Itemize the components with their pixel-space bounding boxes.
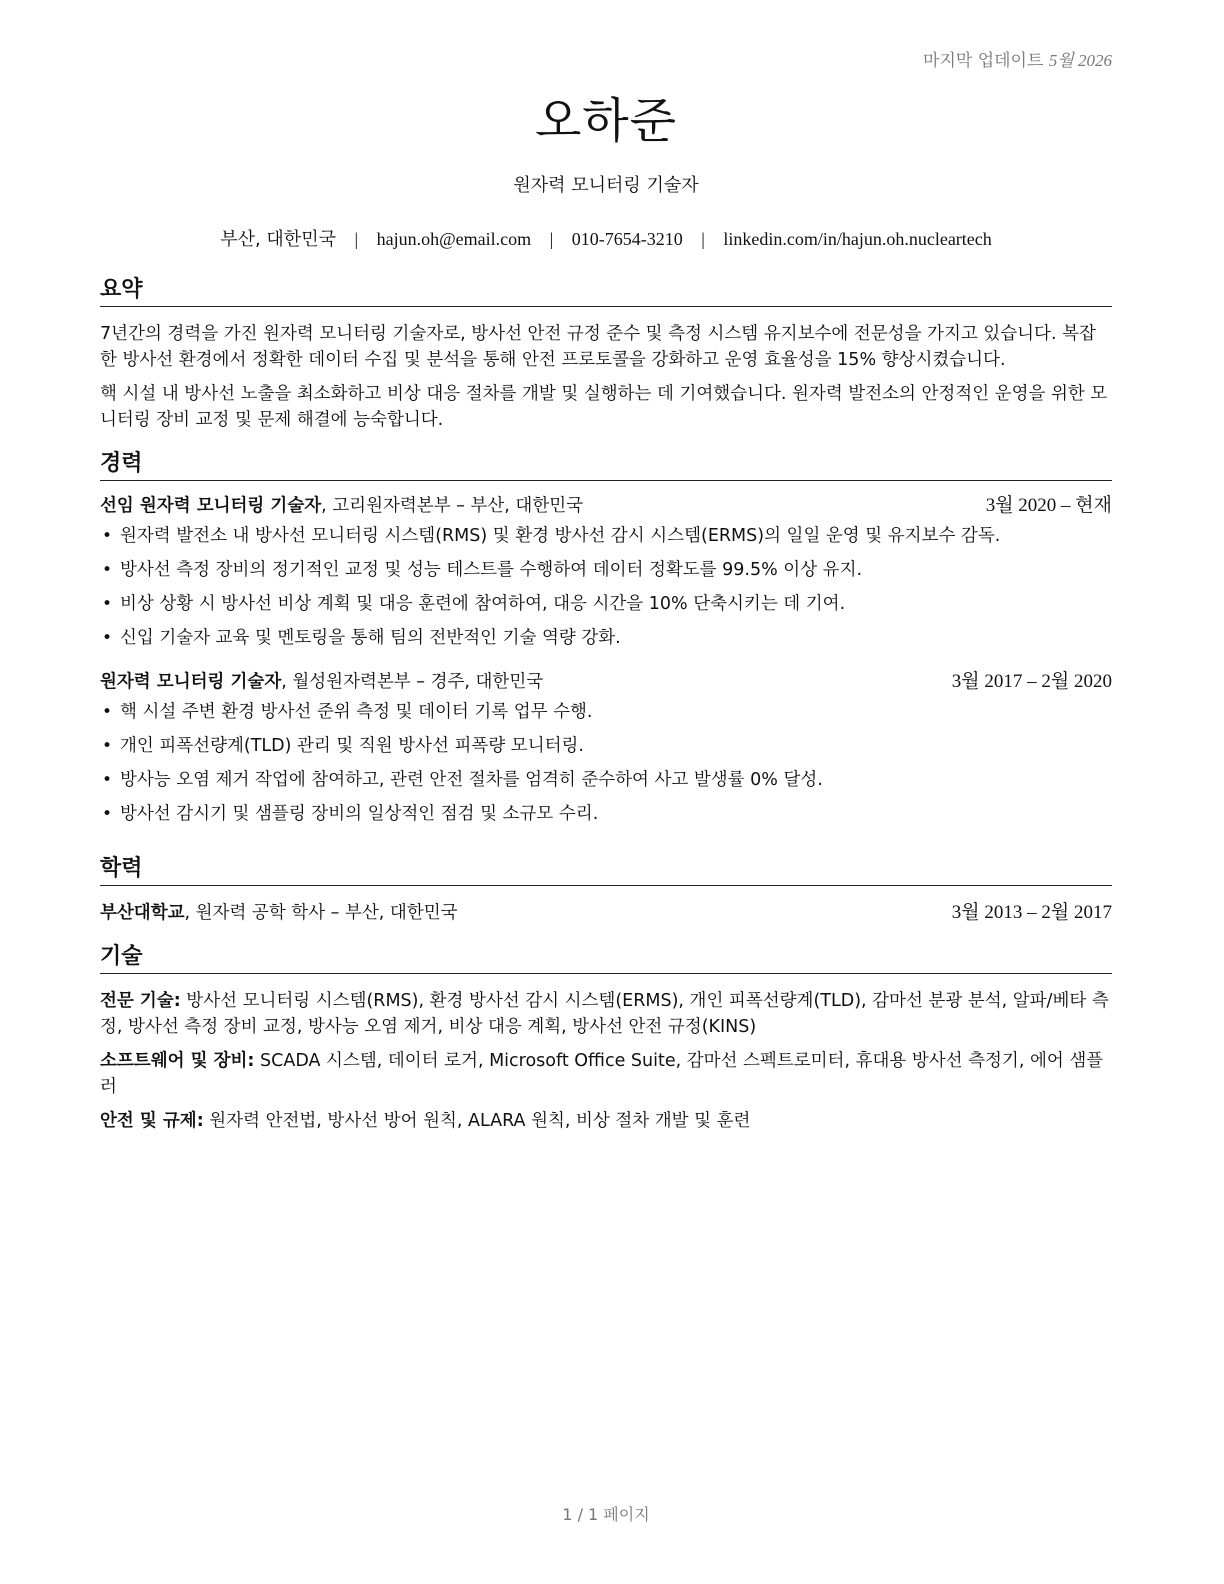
skill-line <box>100 1108 1112 1134</box>
summary-paragraph-2: 핵 시설 내 방사선 노출을 최소화하고 비상 대응 절차를 개발 및 실행하는 데 기여했습니다. 원자력 발전소의 안정적인 운영을 위한 모니터링 장비 교정 및 문제 해결에 능숙합니다. <box>100 384 1108 430</box>
bullet-dot: • <box>102 594 113 614</box>
skill-value: 방사선 모니터링 시스템(RMS), 환경 방사선 감시 시스템(ERMS), 개인 피폭선량계(TLD), 감마선 분광 분석, 알파/베타 측정, 방사선 측정 장비 교정, 방사능 오염 제거, 비상 대응 계획, 방사선 안전 규정(KINS) <box>100 991 1109 1037</box>
skill-label: 전문 기술: <box>100 991 181 1011</box>
contact-line <box>100 225 1112 251</box>
skill-line <box>100 988 1112 1040</box>
bullet-text: 비상 상황 시 방사선 비상 계획 및 대응 훈련에 참여하여, 대응 시간을 10% 단축시키는 데 기여. <box>120 594 846 614</box>
last-updated-prefix: 마지막 업데이트 <box>923 51 1044 71</box>
bullet-text: 신입 기술자 교육 및 멘토링을 통해 팀의 전반적인 기술 역량 강화. <box>120 628 621 648</box>
job-bullet <box>100 797 1112 831</box>
job-bullets <box>100 695 1112 831</box>
contact-phone: 010-7654-3210 <box>571 229 683 249</box>
job-header <box>100 493 1112 519</box>
skill-line <box>100 1048 1112 1100</box>
skill-value: 원자력 안전법, 방사선 방어 원칙, ALARA 원칙, 비상 절차 개발 및 훈련 <box>209 1111 751 1131</box>
bullet-dot: • <box>102 804 113 824</box>
skills-section <box>100 943 1112 1134</box>
resume-page <box>100 0 1112 1584</box>
job-dates: 3월 2017 – 2월 2020 <box>951 671 1112 692</box>
summary-section <box>100 276 1112 433</box>
bullet-dot: • <box>102 526 113 546</box>
bullet-text: 핵 시설 주변 환경 방사선 준위 측정 및 데이터 기록 업무 수행. <box>120 702 593 722</box>
bullet-dot: • <box>102 560 113 580</box>
job-bullet <box>100 621 1112 655</box>
job-role: 선임 원자력 모니터링 기술자 <box>100 496 322 516</box>
bullet-text: 개인 피폭선량계(TLD) 관리 및 직원 방사선 피폭량 모니터링. <box>120 736 584 756</box>
job-entry <box>100 669 1112 831</box>
job-role: 원자력 모니터링 기술자 <box>100 672 282 692</box>
last-updated-date: 5월 2026 <box>1048 51 1112 70</box>
education-detail: , 원자력 공학 학사 – 부산, 대한민국 <box>184 903 458 923</box>
job-entry <box>100 493 1112 655</box>
job-header <box>100 669 1112 695</box>
contact-separator: | <box>549 229 554 249</box>
contact-location: 부산, 대한민국 <box>220 229 336 250</box>
contact-separator: | <box>701 229 705 249</box>
candidate-title: 원자력 모니터링 기술자 <box>513 175 699 196</box>
job-org: , 고리원자력본부 – 부산, 대한민국 <box>321 496 584 516</box>
skill-value: SCADA 시스템, 데이터 로거, Microsoft Office Suite, 감마선 스펙트로미터, 휴대용 방사선 측정기, 에어 샘플러 <box>100 1051 1104 1097</box>
job-bullet <box>100 695 1112 729</box>
job-bullet <box>100 729 1112 763</box>
bullet-dot: • <box>102 702 113 722</box>
contact-email[interactable]: hajun.oh@email.com <box>376 229 532 249</box>
bullet-text: 방사능 오염 제거 작업에 참여하고, 관련 안전 절차를 엄격히 준수하여 사고 발생률 0% 달성. <box>120 770 823 790</box>
bullet-dot: • <box>102 628 113 648</box>
bullet-text: 방사선 측정 장비의 정기적인 교정 및 성능 테스트를 수행하여 데이터 정확도를 99.5% 이상 유지. <box>120 560 863 580</box>
bullet-text: 방사선 감시기 및 샘플링 장비의 일상적인 점검 및 소규모 수리. <box>120 804 599 824</box>
job-bullet <box>100 519 1112 553</box>
skill-label: 안전 및 규제: <box>100 1111 204 1131</box>
bullet-dot: • <box>102 770 113 790</box>
contact-separator: | <box>354 229 359 249</box>
experience-heading: 경력 <box>100 450 1112 481</box>
summary-heading: 요약 <box>100 276 1112 307</box>
last-updated <box>923 46 1112 71</box>
page-indicator: 1 / 1 페이지 <box>562 1505 650 1524</box>
candidate-name: 오하준 <box>534 93 678 149</box>
contact-linkedin[interactable]: linkedin.com/in/hajun.oh.nucleartech <box>723 229 992 249</box>
skills-heading: 기술 <box>100 943 1112 974</box>
experience-section <box>100 450 1112 831</box>
education-entry <box>100 900 1112 926</box>
bullet-text: 원자력 발전소 내 방사선 모니터링 시스템(RMS) 및 환경 방사선 감시 시스템(ERMS)의 일일 운영 및 유지보수 감독. <box>120 526 1001 546</box>
education-heading: 학력 <box>100 855 1112 886</box>
summary-paragraph-1: 7년간의 경력을 가진 원자력 모니터링 기술자로, 방사선 안전 규정 준수 및 측정 시스템 유지보수에 전문성을 가지고 있습니다. 복잡한 방사선 환경에서 정확한 데이터 수집 및 분석을 통해 안전 프로토콜을 강화하고 운영 효율성을 15% 향상시켰습니다. <box>100 324 1096 370</box>
education-section <box>100 855 1112 926</box>
job-bullet <box>100 587 1112 621</box>
job-org: , 월성원자력본부 – 경주, 대한민국 <box>281 672 544 692</box>
education-dates: 3월 2013 – 2월 2017 <box>951 902 1112 923</box>
job-bullet <box>100 763 1112 797</box>
education-school: 부산대학교 <box>100 903 185 923</box>
job-bullets <box>100 519 1112 655</box>
job-dates: 3월 2020 – 현재 <box>985 495 1112 516</box>
skill-label: 소프트웨어 및 장비: <box>100 1051 255 1071</box>
bullet-dot: • <box>102 736 113 756</box>
job-bullet <box>100 553 1112 587</box>
